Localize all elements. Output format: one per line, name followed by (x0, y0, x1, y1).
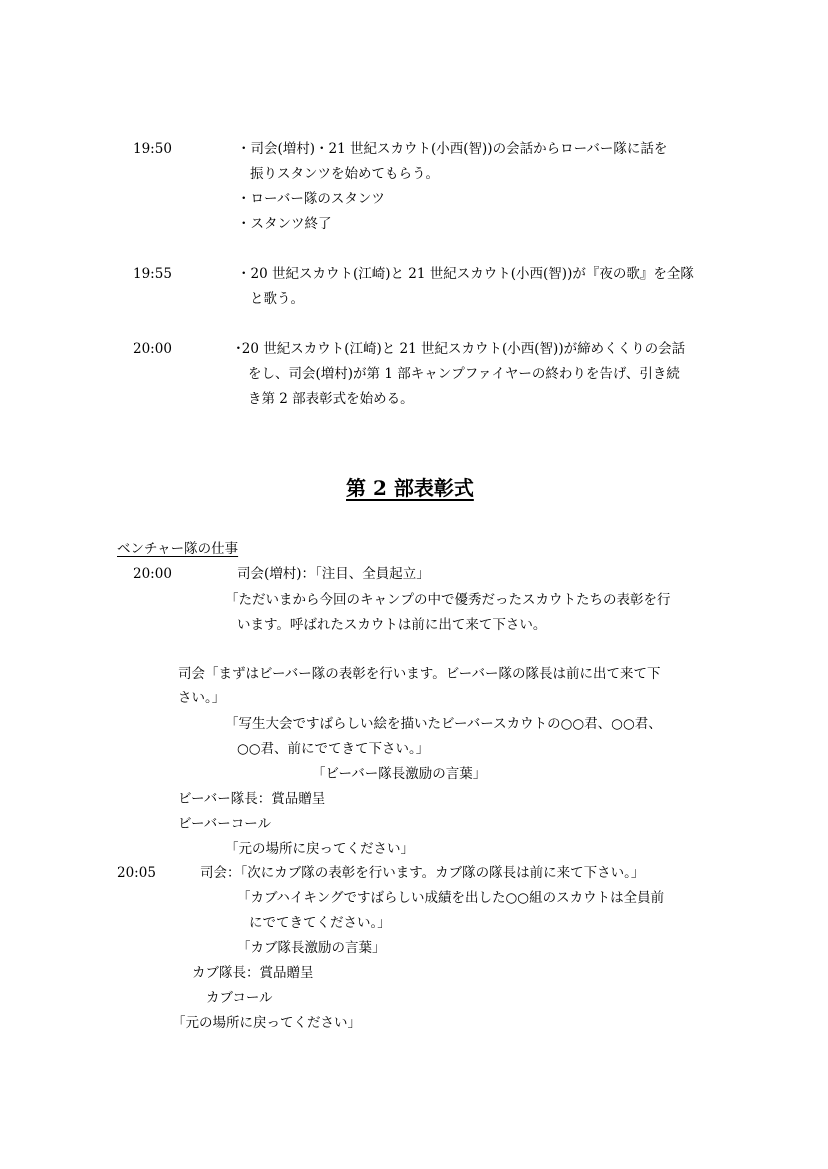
script-line: ビーバー隊長：賞品贈呈 (178, 791, 326, 807)
schedule-line: をし、司会(増村)が第 1 部キャンプファイヤーの終わりを告げ、引き続 (248, 366, 680, 382)
schedule-line: ･20 世紀スカウト(江崎)と 21 世紀スカウト(小西(智))が締めくくりの会話 (235, 341, 686, 357)
ceremony-time: 20:00 (133, 566, 172, 582)
schedule-line: き第 2 部表彰式を始める。 (248, 391, 414, 407)
script-line: ビーバーコール (178, 816, 272, 832)
schedule-line: 振りスタンツを始めてもらう。 (250, 166, 439, 182)
schedule-time: 19:55 (133, 266, 172, 282)
script-line: ○○君、前にでてきて下さい。」 (237, 741, 430, 757)
script-line: 「カブハイキングですばらしい成績を出した○○組のスカウトは全員前 (237, 890, 665, 906)
schedule-line: ・ローバー隊のスタンツ (237, 191, 385, 207)
script-line: います。呼ばれたスカウトは前に出て来て下さい。 (237, 617, 547, 633)
schedule-line: と歌う。 (250, 291, 304, 307)
script-line: 「ビーバー隊長激励の言葉」 (312, 766, 487, 782)
script-line: 「カブ隊長激励の言葉」 (237, 940, 386, 956)
script-line: 「元の場所に戻ってください」 (225, 841, 414, 857)
script-line: 司会「まずはビーバー隊の表彰を行います。ビーバー隊の隊長は前に出て来て下 (178, 666, 661, 682)
script-line: 「写生大会ですばらしい絵を描いたビーバースカウトの○○君、○○君、 (225, 716, 662, 732)
script-line: さい。」 (178, 690, 226, 706)
script-line: 「元の場所に戻ってください」 (172, 1015, 361, 1031)
schedule-line: ・司会(増村)・21 世紀スカウト(小西(智))の会話からローバー隊に話を (237, 141, 668, 157)
schedule-time: 20:00 (133, 341, 172, 357)
schedule-line: ・20 世紀スカウト(江崎)と 21 世紀スカウト(小西(智))が『夜の歌』を全隊 (237, 266, 694, 282)
script-line: にでてきてください。」 (249, 915, 391, 931)
script-line: カブ隊長：賞品贈呈 (192, 965, 314, 981)
script-line: カブコール (206, 990, 273, 1006)
script-line: 司会(増村)：「注目、全員起立」 (237, 566, 430, 582)
subheading: ベンチャー隊の仕事 (117, 541, 239, 557)
script-line: 司会：「次にカブ隊の表彰を行います。カブ隊の隊長は前に来て下さい。」 (200, 865, 645, 881)
ceremony-time: 20:05 (117, 865, 156, 881)
script-line: 「ただいまから今回のキャンプの中で優秀だったスカウトたちの表彰を行 (225, 592, 671, 608)
section-title: 第 2 部表彰式 (346, 476, 474, 500)
schedule-line: ・スタンツ終了 (237, 216, 332, 232)
schedule-time: 19:50 (133, 141, 172, 157)
